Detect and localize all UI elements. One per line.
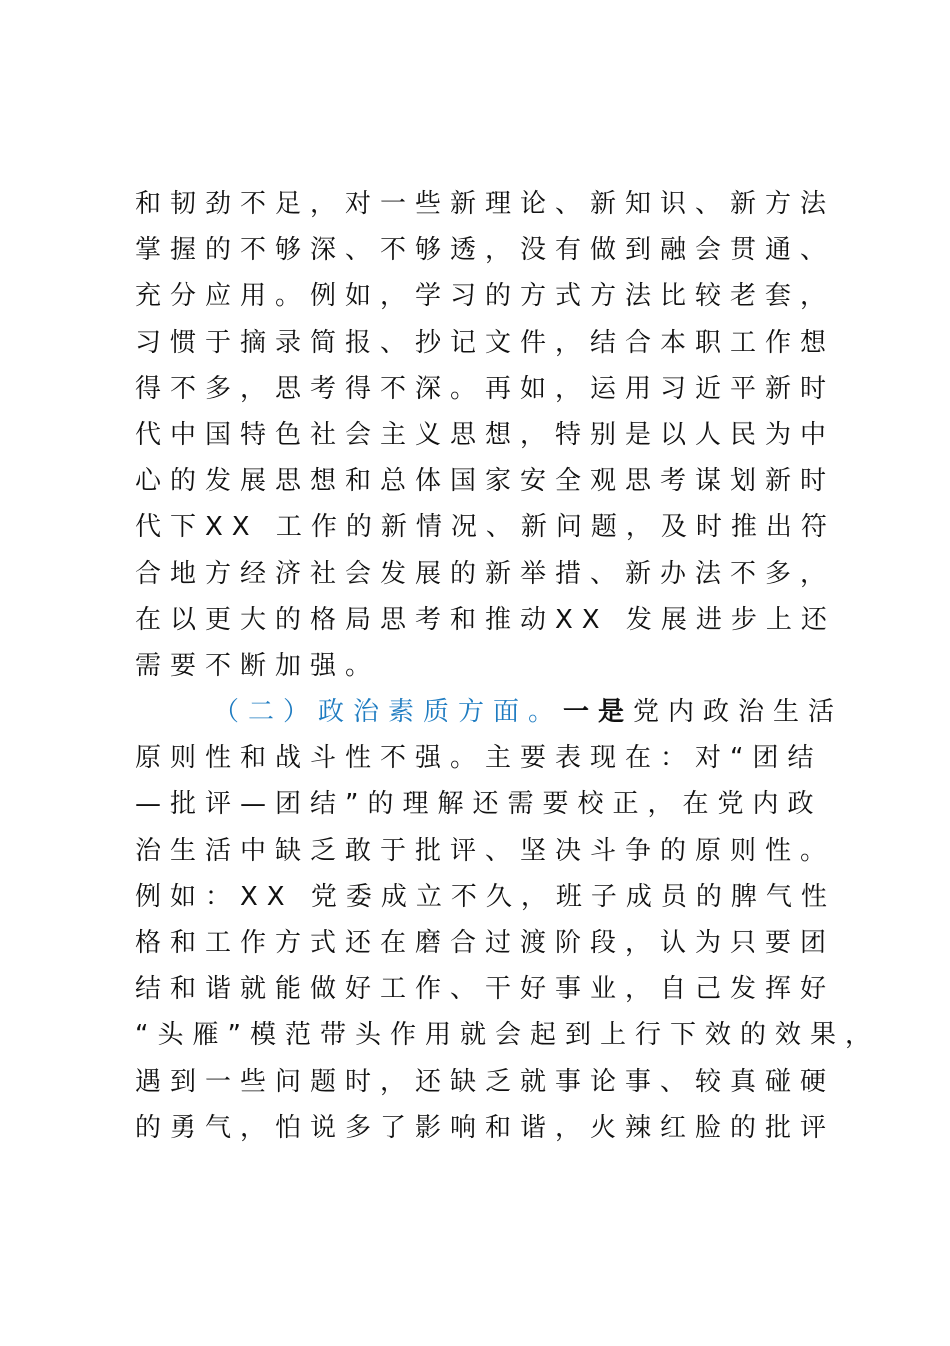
section-heading: （二）政治素质方面。 [213,697,564,728]
text-line: 代中国特色社会主义思想，特别是以人民为中 [135,419,836,450]
text-line: 心的发展思想和总体国家安全观思考谋划新时 [135,466,836,497]
text-line: 原则性和战斗性不强。主要表现在：对“团结 [135,743,823,774]
text-line: 的勇气，怕说多了影响和谐，火辣红脸的批评 [135,1112,836,1143]
text-line: 需要不断加强。 [135,650,381,681]
section-first-line [135,689,855,735]
text-line: 代下XX 工作的新情况、新问题，及时推出符 [135,512,836,543]
text-line: 掌握的不够深、不够透，没有做到融会贯通、 [135,235,836,266]
text-line: 遇到一些问题时，还缺乏就事论事、较真碰硬 [135,1066,836,1097]
text-line: 例如：XX 党委成立不久，班子成员的脾气性 [135,881,836,912]
text-line: 结和谐就能做好工作、干好事业，自己发挥好 [135,974,836,1005]
text-line: 在以更大的格局思考和推动XX 发展进步上还 [135,604,836,635]
text-line: 得不多，思考得不深。再如，运用习近平新时 [135,373,836,404]
text-line: 格和工作方式还在磨合过渡阶段，认为只要团 [135,928,836,958]
text-line: —批评—团结”的理解还需要校正，在党内政 [135,789,823,820]
text-line: 和韧劲不足，对一些新理论、新知识、新方法 [135,189,836,219]
body-text [135,181,880,1151]
text-line: 合地方经济社会发展的新举措、新办法不多， [135,558,836,589]
section-lead: 一是 [563,697,634,728]
text-line: “头雁”模范带头作用就会起到上行下效的效果， [135,1020,880,1051]
text-line: 充分应用。例如，学习的方式方法比较老套， [135,281,836,312]
text-line: 治生活中缺乏敢于批评、坚决斗争的原则性。 [135,835,836,866]
section-first-line-text: 党内政治生活 [633,697,844,728]
text-line: 习惯于摘录简报、抄记文件，结合本职工作想 [135,327,836,358]
